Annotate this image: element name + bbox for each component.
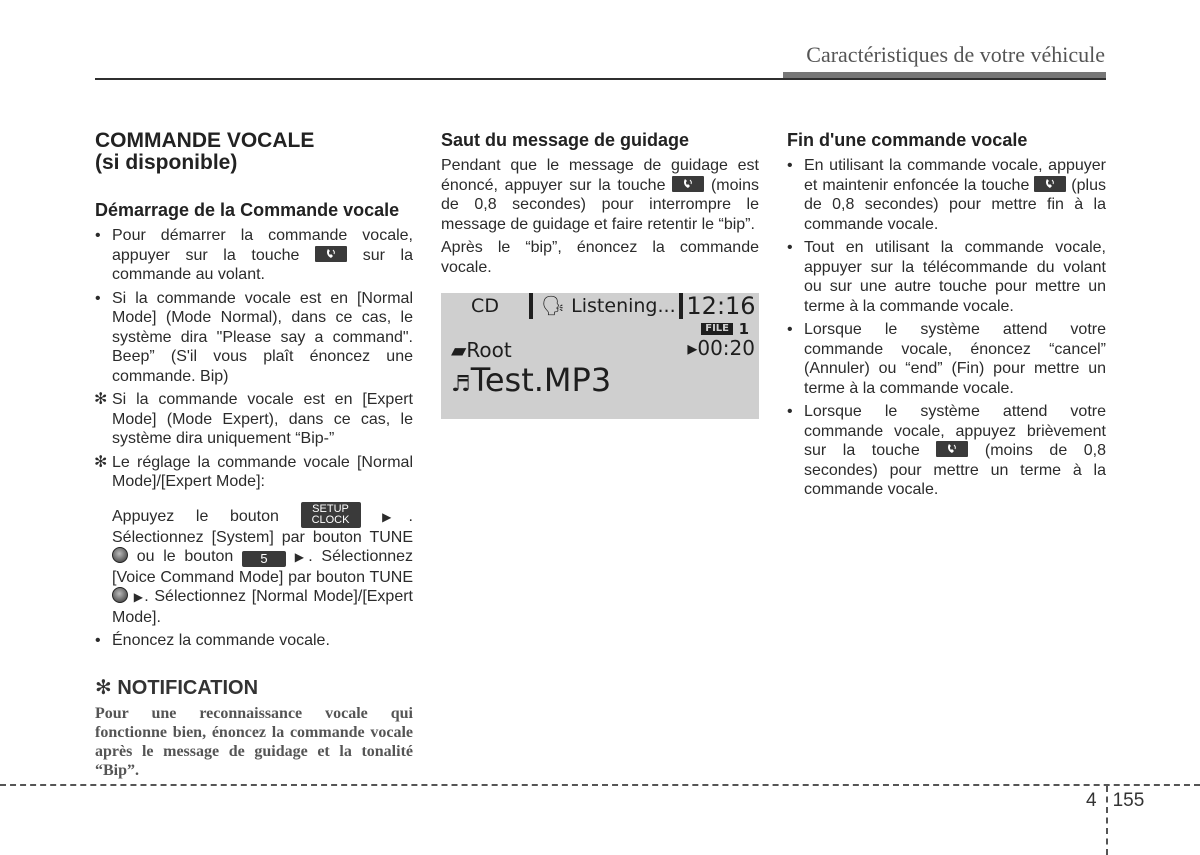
lcd-play-time: ▸00:20 — [687, 336, 755, 360]
setup-steps: Appuyez le bouton SETUP CLOCK ▶. Sélectionnez [System] par bouton TUNE ou le bouton 5 ▶. Sélectionnez [Voice Command Mode] par bouton TUNE ▶. Sélectionnez [Normal Mode]/[Expert Mode]. — [112, 502, 414, 626]
asterisk-icon: ✻ — [94, 391, 108, 408]
lcd-track-number: 1 — [738, 320, 749, 338]
voice-listening-icon: 🗣 — [541, 295, 566, 317]
voice-button-icon — [315, 246, 347, 262]
notification-title: ✻ NOTIFICATION — [95, 676, 259, 699]
column-left — [95, 130, 413, 780]
voice-button-icon — [1034, 176, 1066, 192]
tune-knob-icon — [112, 547, 128, 563]
lcd-folder: ▰Root — [451, 338, 512, 362]
chapter-title: Caractéristiques de votre véhicule — [806, 42, 1105, 67]
section-title-line1: COMMANDE VOCALE — [95, 129, 315, 152]
subhead-start-voice: Démarrage de la Commande vocale — [95, 200, 400, 220]
setup-clock-button-icon: SETUP CLOCK — [301, 502, 361, 528]
note-item: ✻ Si la commande vocale est en [Expert Mode] (Mode Expert), dans ce cas, le système dira uniquement “Bip-” — [94, 391, 413, 447]
note-item: ✻ Le réglage la commande vocale [Normal Mode]/[Expert Mode]: — [94, 453, 413, 490]
lcd-source: CD — [441, 293, 529, 319]
play-icon: ▸ — [687, 336, 698, 360]
page-number: 4 155 — [1086, 790, 1145, 811]
audio-display-image — [441, 293, 759, 419]
lcd-clock: 12:16 — [683, 293, 759, 319]
footer-dashed-rule — [0, 784, 1200, 786]
play-arrow-icon: ▶ — [133, 590, 145, 604]
lcd-status: 🗣 Listening... — [533, 293, 679, 319]
play-arrow-icon: ▶ — [294, 550, 309, 564]
header-rule — [95, 78, 1106, 80]
column-middle — [441, 130, 759, 419]
folder-icon: ▰ — [451, 338, 467, 362]
number-button-icon: 5 — [242, 551, 286, 567]
list-item: • Énoncez la commande vocale. — [95, 632, 330, 649]
list-item: • Si la commande vocale est en [Normal Mode] (Mode Normal), dans ce cas, le système dira "Please say a command". Beep” (S'il vous plaît énoncez une commande. Bip) — [95, 289, 413, 385]
music-note-icon: ♬ — [451, 372, 471, 397]
subhead-end-voice: Fin d'une commande vocale — [787, 130, 1028, 150]
play-arrow-icon: ▶ — [382, 509, 409, 524]
lcd-file-badge: FILE — [701, 323, 733, 335]
subhead-skip-guidance: Saut du message de guidage — [441, 130, 690, 150]
lcd-song: ♬Test.MP3 — [451, 361, 612, 399]
paragraph: Pendant que le message de guidage est énoncé, appuyer sur la touche (moins de 0,8 secondes) pour interrompre le message de guidage et faire retentir le “bip”. — [441, 157, 759, 233]
paragraph: Après le “bip”, énoncez la commande vocale. — [441, 239, 759, 276]
voice-button-icon — [936, 441, 968, 457]
tune-knob-icon — [112, 587, 128, 603]
column-right — [787, 130, 1106, 504]
list-item: • Lorsque le système attend votre commande vocale, appuyez brièvement sur la touche (moins de 0,8 secondes) pour mettre un terme à la commande vocale. — [787, 403, 1107, 498]
section-title-line2: (si disponible) — [95, 151, 238, 174]
notification-body: Pour une reconnaissance vocale qui fonctionne bien, énoncez la commande vocale après le message de guidage et la tonalité “Bip”. — [95, 705, 413, 779]
list-item: • Tout en utilisant la commande vocale, appuyer sur la télécommande du volant ou sur une autre touche pour mettre un terme à la commande vocale. — [787, 239, 1106, 315]
asterisk-icon: ✻ — [95, 676, 112, 699]
voice-button-icon — [672, 176, 704, 192]
list-item: • Pour démarrer la commande vocale, appuyer sur la touche sur la commande au volant. — [95, 227, 414, 283]
asterisk-icon: ✻ — [94, 453, 108, 471]
list-item: • Lorsque le système attend votre commande vocale, énoncez “cancel” (Annuler) ou “end” (Fin) pour mettre un terme à la commande vocale. — [787, 321, 1106, 397]
section-title — [95, 130, 413, 174]
list-item: • En utilisant la commande vocale, appuyer et maintenir enfoncée la touche (plus de 0,8 secondes) pour mettre fin à la commande vocale. — [787, 157, 1106, 233]
